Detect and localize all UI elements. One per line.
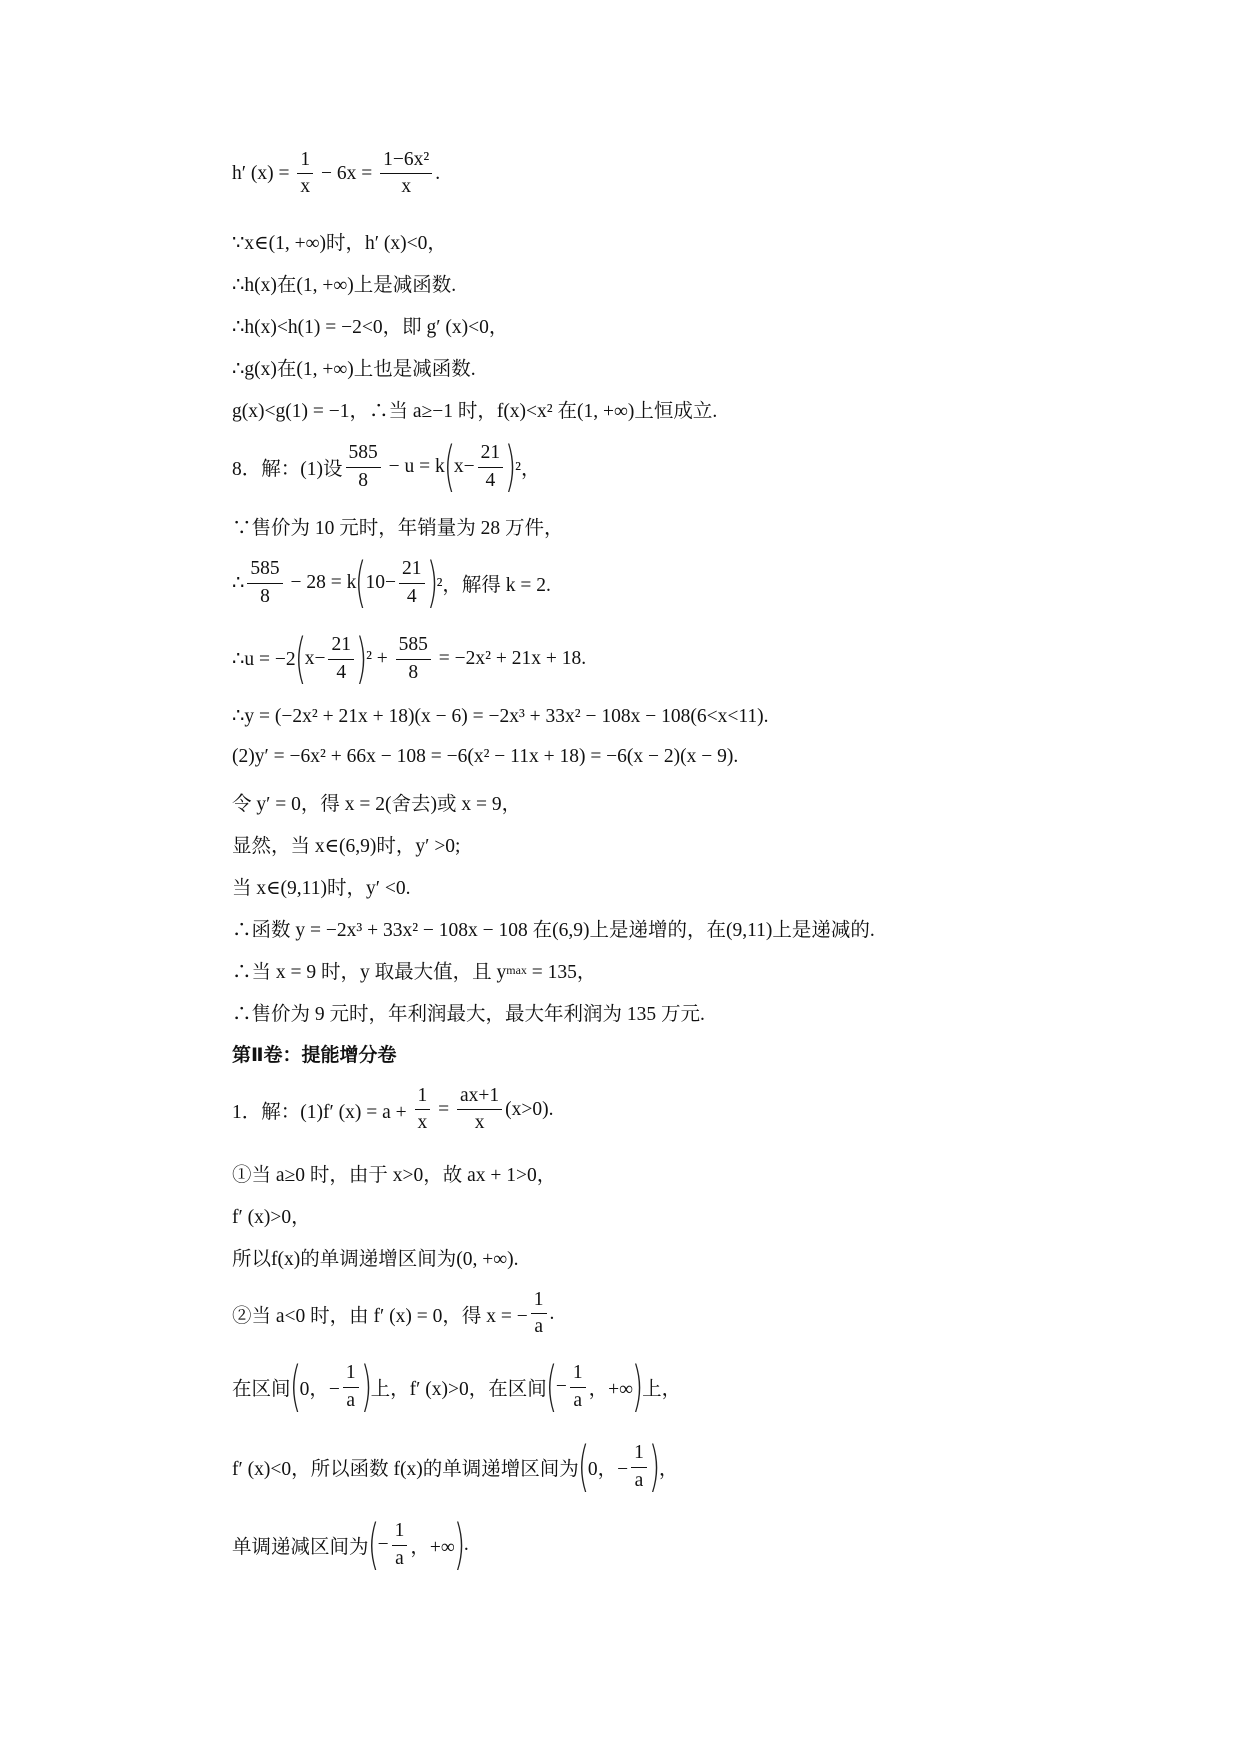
fraction [396,635,431,683]
denominator: a [395,1547,404,1569]
text-line [232,512,564,540]
fraction [399,559,425,607]
problem-8-part-1 [232,435,541,498]
text: ∴函数 y = −2x³ + 33x² − 108x − 108 在(6,9)上是递增的，在(9,11)上是递减的. [232,920,875,941]
numerator: 1 [343,1363,359,1387]
fraction [478,443,504,491]
text: ∴h(x)在(1, +∞)上是减函数. [232,275,457,296]
numerator: 21 [478,443,504,467]
decreasing-interval-line [232,1513,469,1576]
numerator: 21 [399,559,425,583]
text: − [555,1376,567,1397]
text: 单调递减区间为 [232,1537,369,1558]
fraction [343,1363,359,1411]
denominator: 8 [408,661,419,683]
text: ②当 a<0 时，由 f′ (x) = 0，得 x = − [232,1305,528,1327]
text-line [232,746,738,768]
text: 在区间 [232,1379,291,1400]
text: x− [304,648,326,669]
left-paren: ( [355,551,367,614]
text: − 6x = [316,162,378,184]
text: = [433,1098,455,1120]
text-line: ∴当 x = 9 时，y 取最大值，且 y max = 135， [232,956,596,984]
numerator: ax+1 [457,1086,502,1110]
text-line [232,1159,556,1187]
heading-text: 第Ⅱ卷：提能增分卷 [232,1044,397,1066]
fraction [631,1443,647,1491]
text-line [232,1243,519,1271]
numerator: 1 [392,1521,408,1545]
text: ，+∞ [588,1379,634,1400]
text: = 135， [526,962,597,983]
fraction [247,559,282,607]
fraction [380,150,432,198]
text: 所以f(x)的单调递增区间为(0, +∞). [232,1249,519,1270]
problem-1-part-1 [232,1086,554,1134]
text: f′ (x)>0， [232,1207,311,1228]
text: ， [658,1459,679,1480]
denominator: x [401,176,412,198]
text: ∵x∈(1, +∞)时，h′ (x)<0， [232,233,447,254]
text: . [463,1534,469,1555]
text-line [232,914,875,942]
numerator: 1 [631,1443,647,1467]
text: f′ (x)<0，所以函数 f(x)的单调递增区间为 [232,1459,579,1480]
text: . [435,162,441,184]
numerator: 1 [415,1086,431,1110]
text-line [232,353,476,381]
fraction [531,1290,547,1338]
right-paren: ) [504,435,517,498]
right-paren: ) [631,1355,644,1418]
fraction [457,1086,502,1134]
fraction [392,1521,408,1569]
numerator: 1 [297,150,313,174]
numerator: 1 [531,1290,547,1314]
text: 10− [365,572,396,593]
text: ∵售价为 10 元时，年销量为 28 万件， [232,518,564,539]
text: ∴u = −2 [232,649,296,670]
denominator: 8 [260,585,270,607]
text: ²， [515,459,541,480]
left-paren: ( [367,1513,379,1576]
text: 1．解：(1)f′ (x) = a + [232,1101,412,1123]
denominator: x [300,176,311,198]
numerator: 585 [247,559,282,583]
text: 令 y′ = 0，得 x = 2(舍去)或 x = 9， [232,794,522,815]
text: ∴ [232,573,245,594]
text: ∴y = (−2x² + 21x + 18)(x − 6) = −2x³ + 33x² − 108x − 108(6<x<11). [232,706,769,727]
left-paren: ( [545,1355,558,1418]
text: x− [453,456,475,477]
numerator: 585 [346,443,381,467]
numerator: 21 [328,635,354,659]
text-line [232,998,705,1026]
right-paren: ) [453,1513,466,1576]
right-paren: ) [648,1435,661,1498]
text: 8．解：(1)设 [232,459,343,480]
right-paren: ) [360,1355,372,1418]
denominator: a [573,1389,583,1411]
text-line [232,704,769,728]
fraction [328,635,354,683]
u-equation-line [232,627,587,690]
text: 上，f′ (x)>0，在区间 [370,1379,547,1400]
text: ²，解得 k = 2. [436,575,551,596]
fraction [570,1363,586,1411]
case-a-negative [232,1290,554,1338]
text: = −2x² + 21x + 18. [433,648,587,669]
text: 0，− [299,1379,340,1400]
text: . [549,1302,555,1324]
numerator: 585 [396,635,431,659]
text: − [377,1534,389,1555]
text-line [232,311,508,339]
fraction [297,150,313,198]
denominator: a [534,1316,543,1338]
text-line [232,830,460,858]
text: (2)y′ = −6x² + 66x − 108 = −6(x² − 11x + 18) = −6(x − 2)(x − 9). [232,746,739,767]
text: ，+∞ [410,1537,455,1558]
text-line [232,269,456,297]
right-paren: ) [426,551,438,614]
left-paren: ( [289,1355,301,1418]
text: 0，− [587,1459,629,1480]
text: ∴售价为 9 元时，年利润最大，最大年利润为 135 万元. [232,1004,705,1025]
text-line [232,395,717,423]
denominator: x [474,1112,485,1134]
fraction [346,443,381,491]
text: 显然，当 x∈(6,9)时，y′ >0; [232,836,461,857]
equation-h-prime [232,150,440,198]
text-line [232,788,521,816]
text: − 28 = k [285,572,357,593]
left-paren: ( [443,435,456,498]
text: g(x)<g(1) = −1，∴当 a≥−1 时，f(x)<x² 在(1, +∞)上恒成立. [232,401,718,422]
numerator: 1 [570,1363,586,1387]
denominator: 4 [336,661,347,683]
denominator: 4 [485,469,496,491]
text-line [232,1201,311,1229]
text: (x>0). [505,1098,554,1120]
denominator: x [417,1112,428,1134]
section-heading [232,1040,397,1067]
text-line [232,227,447,255]
text: 当 x∈(9,11)时，y′ <0. [232,878,411,899]
denominator: a [346,1389,356,1411]
numerator: 1−6x² [380,150,432,174]
text: ∴g(x)在(1, +∞)上也是减函数. [232,359,476,380]
increasing-interval-line [232,1435,679,1498]
right-paren: ) [355,627,368,690]
left-paren: ( [577,1435,590,1498]
text: ² + [366,648,393,669]
text: 上， [642,1379,682,1400]
solve-k-line [232,551,551,614]
text-line [232,872,410,900]
text: ①当 a≥0 时，由于 x>0，故 ax + 1>0， [232,1165,557,1186]
fraction [415,1086,431,1134]
left-paren: ( [294,627,306,690]
text: − u = k [383,456,445,477]
denominator: 8 [358,469,368,491]
denominator: a [634,1469,644,1491]
text: ∴h(x)<h(1) = −2<0，即 g′ (x)<0， [232,317,509,338]
text: h′ (x) = [232,162,295,184]
text: ∴当 x = 9 时，y 取最大值，且 y [232,962,507,983]
denominator: 4 [406,585,417,607]
interval-line [232,1355,682,1418]
